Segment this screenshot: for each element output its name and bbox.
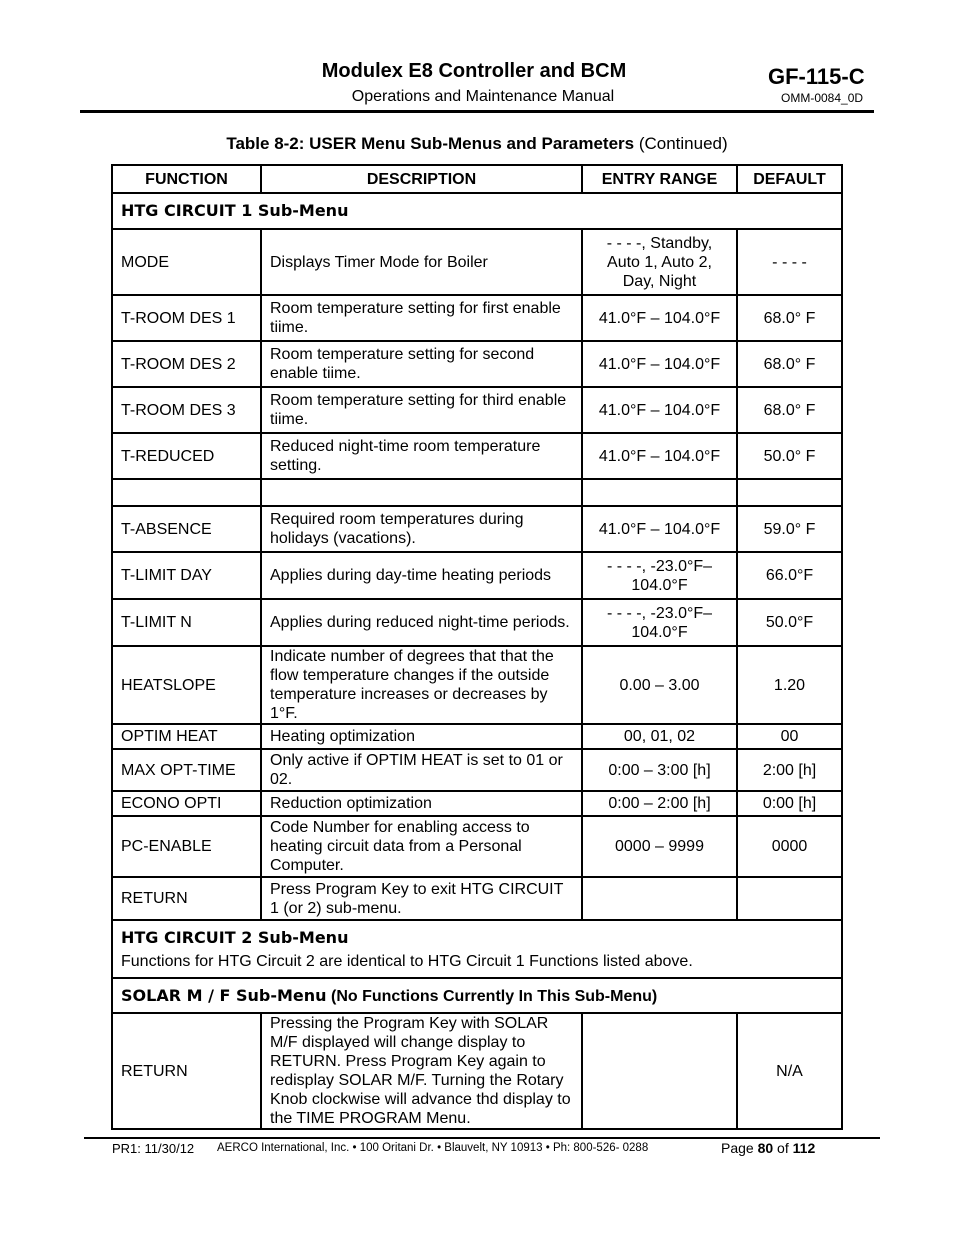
empty-cell bbox=[112, 479, 261, 506]
cell-default: 68.0° F bbox=[737, 341, 842, 387]
cell-range bbox=[582, 877, 737, 920]
table-row bbox=[112, 433, 842, 479]
empty-row bbox=[112, 479, 842, 506]
footer-page-number: 80 bbox=[757, 1140, 774, 1156]
document-code: GF-115-C bbox=[768, 64, 865, 89]
cell-function: OPTIM HEAT bbox=[112, 724, 261, 749]
table-row bbox=[112, 341, 842, 387]
cell-function: MODE bbox=[112, 229, 261, 295]
table-row bbox=[112, 229, 842, 295]
cell-function: HEATSLOPE bbox=[112, 646, 261, 724]
cell-function: T-ABSENCE bbox=[112, 506, 261, 552]
section-row-solar bbox=[112, 978, 842, 1013]
table-row bbox=[112, 599, 842, 646]
column-header-entry-range: ENTRY RANGE bbox=[582, 165, 737, 193]
cell-function: T-REDUCED bbox=[112, 433, 261, 479]
empty-cell bbox=[737, 479, 842, 506]
cell-range: 00, 01, 02 bbox=[582, 724, 737, 749]
cell-range: - - - -, -23.0°F–104.0°F bbox=[582, 552, 737, 599]
table-row bbox=[112, 295, 842, 341]
table-row bbox=[112, 749, 842, 791]
section-header-htg1 bbox=[112, 193, 842, 229]
section-header-solar bbox=[112, 978, 842, 1013]
footer-page-prefix: Page bbox=[721, 1140, 758, 1156]
cell-range: 41.0°F – 104.0°F bbox=[582, 387, 737, 433]
table-row bbox=[112, 724, 842, 749]
cell-default: 50.0° F bbox=[737, 433, 842, 479]
cell-description: Reduced night-time room temperature setting. bbox=[261, 433, 582, 479]
cell-range: 0.00 – 3.00 bbox=[582, 646, 737, 724]
table-row bbox=[112, 552, 842, 599]
table-title bbox=[0, 134, 954, 154]
cell-range: 41.0°F – 104.0°F bbox=[582, 506, 737, 552]
section-note-htg2: Functions for HTG Circuit 2 are identical to HTG Circuit 1 Functions listed above. bbox=[121, 952, 693, 970]
cell-function: T-ROOM DES 2 bbox=[112, 341, 261, 387]
document-title: Modulex E8 Controller and BCM bbox=[321, 60, 627, 82]
header-rule bbox=[80, 110, 874, 113]
cell-description: Code Number for enabling access to heating circuit data from a Personal Computer. bbox=[261, 816, 582, 877]
footer-page bbox=[721, 1140, 815, 1156]
parameters-table bbox=[111, 164, 843, 1130]
column-header-default: DEFAULT bbox=[737, 165, 842, 193]
document-number: OMM-0084_0D bbox=[781, 91, 864, 105]
table-title-main: Table 8-2: USER Menu Sub-Menus and Parameters bbox=[226, 134, 635, 153]
cell-description: Room temperature setting for first enable tiime. bbox=[261, 295, 582, 341]
cell-range: 0000 – 9999 bbox=[582, 816, 737, 877]
cell-default bbox=[737, 877, 842, 920]
cell-default: N/A bbox=[737, 1013, 842, 1129]
cell-function: T-LIMIT N bbox=[112, 599, 261, 646]
empty-cell bbox=[582, 479, 737, 506]
column-header-function: FUNCTION bbox=[112, 165, 261, 193]
section-note-solar: (No Functions Currently In This Sub-Menu) bbox=[326, 987, 658, 1005]
cell-default: 68.0° F bbox=[737, 387, 842, 433]
cell-function: PC-ENABLE bbox=[112, 816, 261, 877]
cell-default: 1.20 bbox=[737, 646, 842, 724]
cell-default: 68.0° F bbox=[737, 295, 842, 341]
cell-description: Only active if OPTIM HEAT is set to 01 or 02. bbox=[261, 749, 582, 791]
section-row-htg1 bbox=[112, 193, 842, 229]
footer-revision: PR1: 11/30/12 bbox=[112, 1141, 195, 1156]
table-row bbox=[112, 1013, 842, 1129]
section-header-htg2 bbox=[112, 920, 842, 978]
cell-range: 0:00 – 2:00 [h] bbox=[582, 791, 737, 816]
cell-function: RETURN bbox=[112, 877, 261, 920]
table-row bbox=[112, 877, 842, 920]
cell-range: 41.0°F – 104.0°F bbox=[582, 341, 737, 387]
cell-function: T-ROOM DES 1 bbox=[112, 295, 261, 341]
cell-range: 0:00 – 3:00 [h] bbox=[582, 749, 737, 791]
cell-description: Heating optimization bbox=[261, 724, 582, 749]
cell-description: Displays Timer Mode for Boiler bbox=[261, 229, 582, 295]
table-row bbox=[112, 646, 842, 724]
cell-default: 00 bbox=[737, 724, 842, 749]
cell-description: Pressing the Program Key with SOLAR M/F displayed will change display to RETURN. Press Program Key again to redisplay SOLAR M/F. Turning the Rotary Knob clockwise will advance thd display to the TIME PROGRAM Menu. bbox=[261, 1013, 582, 1129]
empty-cell bbox=[261, 479, 582, 506]
cell-description: Applies during reduced night-time periods. bbox=[261, 599, 582, 646]
cell-default: 0000 bbox=[737, 816, 842, 877]
table-row bbox=[112, 506, 842, 552]
document-subtitle: Operations and Maintenance Manual bbox=[351, 88, 615, 105]
cell-description: Required room temperatures during holidays (vacations). bbox=[261, 506, 582, 552]
section-title-solar: SOLAR M / F Sub-Menu bbox=[121, 985, 327, 1005]
cell-default: 50.0°F bbox=[737, 599, 842, 646]
cell-function: T-LIMIT DAY bbox=[112, 552, 261, 599]
cell-range: 41.0°F – 104.0°F bbox=[582, 295, 737, 341]
cell-default: 0:00 [h] bbox=[737, 791, 842, 816]
section-title-htg2: HTG CIRCUIT 2 Sub-Menu bbox=[121, 927, 349, 947]
section-row-htg2 bbox=[112, 920, 842, 978]
table-row bbox=[112, 816, 842, 877]
footer-page-of: of bbox=[773, 1140, 793, 1156]
cell-default: 66.0°F bbox=[737, 552, 842, 599]
footer-rule bbox=[84, 1137, 880, 1139]
cell-default: 2:00 [h] bbox=[737, 749, 842, 791]
cell-description: Applies during day-time heating periods bbox=[261, 552, 582, 599]
table-row bbox=[112, 791, 842, 816]
cell-description: Reduction optimization bbox=[261, 791, 582, 816]
cell-description: Press Program Key to exit HTG CIRCUIT 1 (or 2) sub-menu. bbox=[261, 877, 582, 920]
table-header-row bbox=[112, 165, 842, 193]
table-row bbox=[112, 387, 842, 433]
cell-description: Room temperature setting for second enable tiime. bbox=[261, 341, 582, 387]
column-header-description: DESCRIPTION bbox=[261, 165, 582, 193]
cell-range: - - - -, -23.0°F–104.0°F bbox=[582, 599, 737, 646]
cell-range: - - - -, Standby, Auto 1, Auto 2, Day, Night bbox=[582, 229, 737, 295]
cell-default: 59.0° F bbox=[737, 506, 842, 552]
cell-range bbox=[582, 1013, 737, 1129]
cell-range: 41.0°F – 104.0°F bbox=[582, 433, 737, 479]
cell-description: Indicate number of degrees that that the flow temperature changes if the outside temperature increases or decreases by 1°F. bbox=[261, 646, 582, 724]
cell-description: Room temperature setting for third enable tiime. bbox=[261, 387, 582, 433]
footer-company: AERCO International, Inc. • 100 Oritani Dr. • Blauvelt, NY 10913 • Ph: 800-526- 0288 bbox=[217, 1142, 649, 1154]
cell-default: - - - - bbox=[737, 229, 842, 295]
footer-page-total: 112 bbox=[792, 1140, 816, 1156]
cell-function: RETURN bbox=[112, 1013, 261, 1129]
section-title-htg1: HTG CIRCUIT 1 Sub-Menu bbox=[121, 201, 349, 220]
table-title-suffix: (Continued) bbox=[634, 134, 728, 153]
cell-function: T-ROOM DES 3 bbox=[112, 387, 261, 433]
cell-function: ECONO OPTI bbox=[112, 791, 261, 816]
cell-function: MAX OPT-TIME bbox=[112, 749, 261, 791]
